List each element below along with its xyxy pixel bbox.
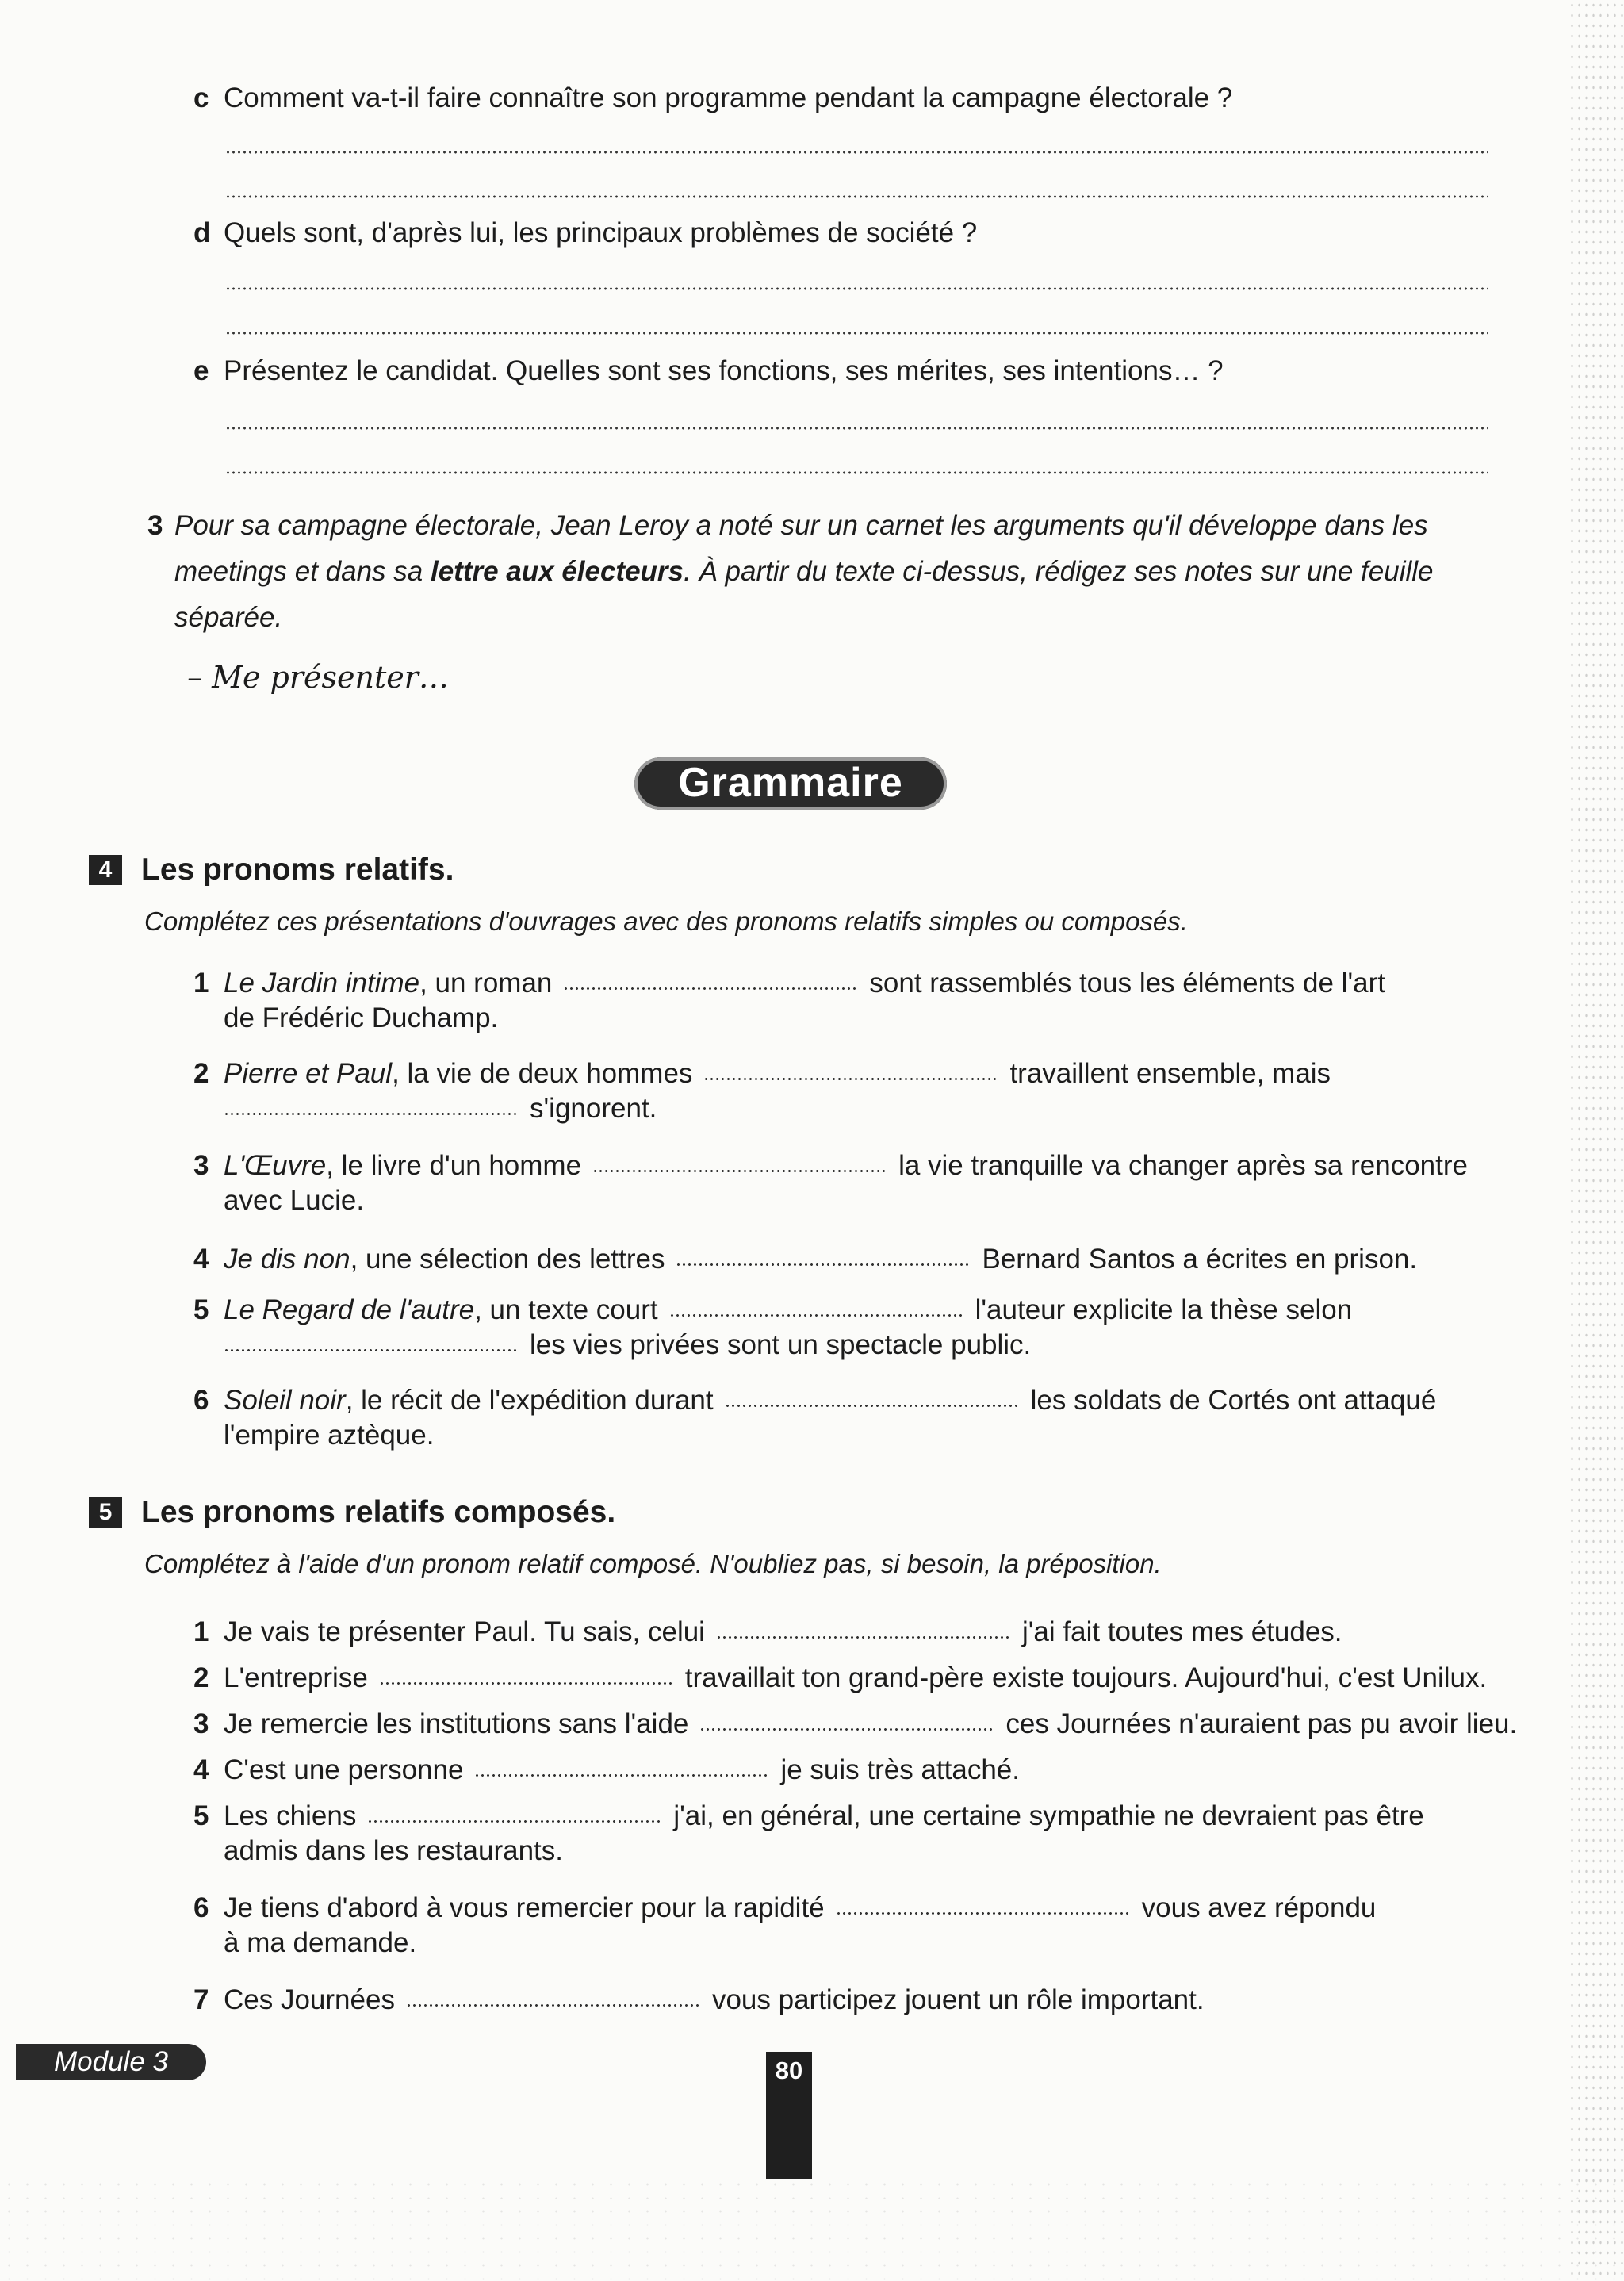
- fill-blank[interactable]: [224, 1112, 519, 1116]
- item-number: 4: [193, 1754, 209, 1785]
- page-number-tab: [766, 2052, 812, 2179]
- item-number: 6: [193, 1385, 209, 1416]
- item-text: vous participez jouent un rôle important.: [711, 1984, 1205, 2015]
- exercise-3-line-2a: meetings et dans sa: [174, 556, 431, 587]
- exercise-4-item-1: [193, 966, 1385, 1036]
- item-text: de Frédéric Duchamp.: [224, 1002, 499, 1033]
- exercise-5-item-6: [193, 1891, 1376, 1961]
- question-letter: c: [193, 82, 209, 113]
- fill-blank[interactable]: [474, 1773, 769, 1777]
- exercise-4-number: 4: [89, 855, 122, 885]
- item-number: 2: [193, 1058, 209, 1089]
- work-title: Soleil noir: [224, 1385, 346, 1416]
- item-number: 4: [193, 1244, 209, 1275]
- section-title-badge: [634, 757, 947, 810]
- item-text: , un texte court: [474, 1294, 658, 1325]
- fill-blank[interactable]: [669, 1313, 964, 1317]
- exercise-5-item-7: [193, 1983, 1205, 2018]
- item-text: vous avez répondu: [1141, 1892, 1377, 1923]
- question-d: [193, 216, 977, 251]
- exercise-5-number: 5: [89, 1497, 122, 1528]
- scan-bottom-noise: [0, 2178, 1624, 2281]
- item-text: , un roman: [419, 968, 553, 999]
- exercise-3-bold-term: lettre aux électeurs: [430, 556, 684, 587]
- fill-blank[interactable]: [676, 1263, 971, 1267]
- item-number: 5: [193, 1294, 209, 1325]
- exercise-5-item-2: [193, 1661, 1487, 1696]
- item-text: l'empire aztèque.: [224, 1420, 435, 1451]
- fill-blank[interactable]: [699, 1727, 994, 1731]
- item-number: 3: [193, 1150, 209, 1181]
- fill-blank[interactable]: [379, 1681, 674, 1685]
- item-text: Ces Journées: [224, 1984, 395, 2015]
- item-text: sont rassemblés tous les éléments de l'art: [869, 968, 1385, 999]
- work-title: Pierre et Paul: [224, 1058, 393, 1089]
- item-text: j'ai fait toutes mes études.: [1021, 1616, 1342, 1647]
- exercise-4-item-6: [193, 1383, 1436, 1453]
- item-text: , une sélection des lettres: [350, 1244, 665, 1275]
- item-text: avec Lucie.: [224, 1185, 365, 1216]
- question-text: Comment va-t-il faire connaître son programme pendant la campagne électorale ?: [224, 82, 1233, 113]
- exercise-5-item-4: [193, 1753, 1020, 1788]
- module-label: Module 3: [16, 2044, 206, 2080]
- fill-blank[interactable]: [563, 987, 858, 991]
- item-text: à ma demande.: [224, 1927, 417, 1958]
- exercise-5-instruction: Complétez à l'aide d'un pronom relatif composé. N'oubliez pas, si besoin, la préposition.: [144, 1549, 1162, 1578]
- question-c: [193, 81, 1232, 116]
- item-text: travaillait ton grand-père existe toujours. Aujourd'hui, c'est Unilux.: [684, 1662, 1488, 1693]
- item-number: 2: [193, 1662, 209, 1693]
- exercise-5-item-1: [193, 1615, 1342, 1650]
- item-number: 3: [193, 1708, 209, 1739]
- fill-blank[interactable]: [367, 1819, 662, 1823]
- answer-line[interactable]: [225, 195, 1488, 198]
- work-title: L'Œuvre: [224, 1150, 327, 1181]
- question-letter: e: [193, 355, 209, 386]
- fill-blank[interactable]: [592, 1169, 887, 1173]
- item-number: 1: [193, 1616, 209, 1647]
- fill-blank[interactable]: [406, 2003, 701, 2007]
- answer-line[interactable]: [225, 151, 1488, 154]
- section-title: Grammaire: [678, 760, 903, 806]
- answer-line[interactable]: [225, 287, 1488, 290]
- scan-edge-noise: [1568, 0, 1624, 2281]
- fill-blank[interactable]: [224, 1348, 519, 1352]
- item-text: C'est une personne: [224, 1754, 464, 1785]
- exercise-3-line-2c: . À partir du texte ci-dessus, rédigez ses notes sur une feuille: [684, 556, 1434, 587]
- item-text: j'ai, en général, une certaine sympathie ne devraient pas être: [673, 1800, 1424, 1831]
- item-text: Je vais te présenter Paul. Tu sais, celui: [224, 1616, 705, 1647]
- handwritten-note: – Me présenter…: [187, 660, 449, 695]
- question-letter: d: [193, 217, 211, 248]
- item-text: je suis très attaché.: [780, 1754, 1020, 1785]
- item-number: 7: [193, 1984, 209, 2015]
- answer-line[interactable]: [225, 471, 1488, 474]
- exercise-4-title: Les pronoms relatifs.: [141, 853, 454, 887]
- exercise-4-item-3: [193, 1148, 1468, 1218]
- work-title: Le Jardin intime: [224, 968, 420, 999]
- exercise-4-item-2: [193, 1056, 1331, 1126]
- item-text: les vies privées sont un spectacle public.: [530, 1329, 1032, 1360]
- exercise-3-line-3: séparée.: [174, 602, 283, 633]
- fill-blank[interactable]: [716, 1635, 1011, 1639]
- item-text: admis dans les restaurants.: [224, 1835, 563, 1866]
- exercise-5-item-3: [193, 1707, 1517, 1742]
- item-text: travaillent ensemble, mais: [1009, 1058, 1331, 1089]
- item-text: , la vie de deux hommes: [392, 1058, 693, 1089]
- item-text: Je remercie les institutions sans l'aide: [224, 1708, 689, 1739]
- exercise-3-instruction: [147, 503, 1434, 641]
- answer-line[interactable]: [225, 427, 1488, 430]
- question-text: Quels sont, d'après lui, les principaux problèmes de société ?: [224, 217, 978, 248]
- work-title: Le Regard de l'autre: [224, 1294, 475, 1325]
- page-number: 80: [775, 2057, 803, 2084]
- fill-blank[interactable]: [703, 1077, 998, 1081]
- item-number: 6: [193, 1892, 209, 1923]
- item-text: s'ignorent.: [530, 1093, 657, 1124]
- exercise-4-item-5: [193, 1293, 1352, 1363]
- item-number: 1: [193, 968, 209, 999]
- question-text: Présentez le candidat. Quelles sont ses fonctions, ses mérites, ses intentions… ?: [224, 355, 1224, 386]
- item-text: Je tiens d'abord à vous remercier pour la rapidité: [224, 1892, 825, 1923]
- exercise-5-item-5: [193, 1799, 1424, 1869]
- item-text: la vie tranquille va changer après sa rencontre: [898, 1150, 1468, 1181]
- item-text: les soldats de Cortés ont attaqué: [1030, 1385, 1437, 1416]
- fill-blank[interactable]: [725, 1404, 1020, 1408]
- answer-line[interactable]: [225, 332, 1488, 335]
- item-text: L'entreprise: [224, 1662, 368, 1693]
- exercise-4-instruction: Complétez ces présentations d'ouvrages avec des pronoms relatifs simples ou composés.: [144, 907, 1188, 936]
- item-text: Les chiens: [224, 1800, 357, 1831]
- item-text: ces Journées n'auraient pas pu avoir lieu.: [1005, 1708, 1518, 1739]
- item-text: , le livre d'un homme: [326, 1150, 582, 1181]
- exercise-4-item-4: [193, 1242, 1417, 1277]
- item-number: 5: [193, 1800, 209, 1831]
- fill-blank[interactable]: [836, 1911, 1131, 1915]
- work-title: Je dis non: [224, 1244, 350, 1275]
- question-e: [193, 354, 1224, 389]
- item-text: Bernard Santos a écrites en prison.: [982, 1244, 1418, 1275]
- item-text: , le récit de l'expédition durant: [345, 1385, 714, 1416]
- exercise-5-title: Les pronoms relatifs composés.: [141, 1495, 616, 1529]
- exercise-3-number: 3: [147, 510, 163, 541]
- exercise-3-line-1: Pour sa campagne électorale, Jean Leroy a noté sur un carnet les arguments qu'il développe dans les: [174, 510, 1428, 541]
- item-text: l'auteur explicite la thèse selon: [975, 1294, 1353, 1325]
